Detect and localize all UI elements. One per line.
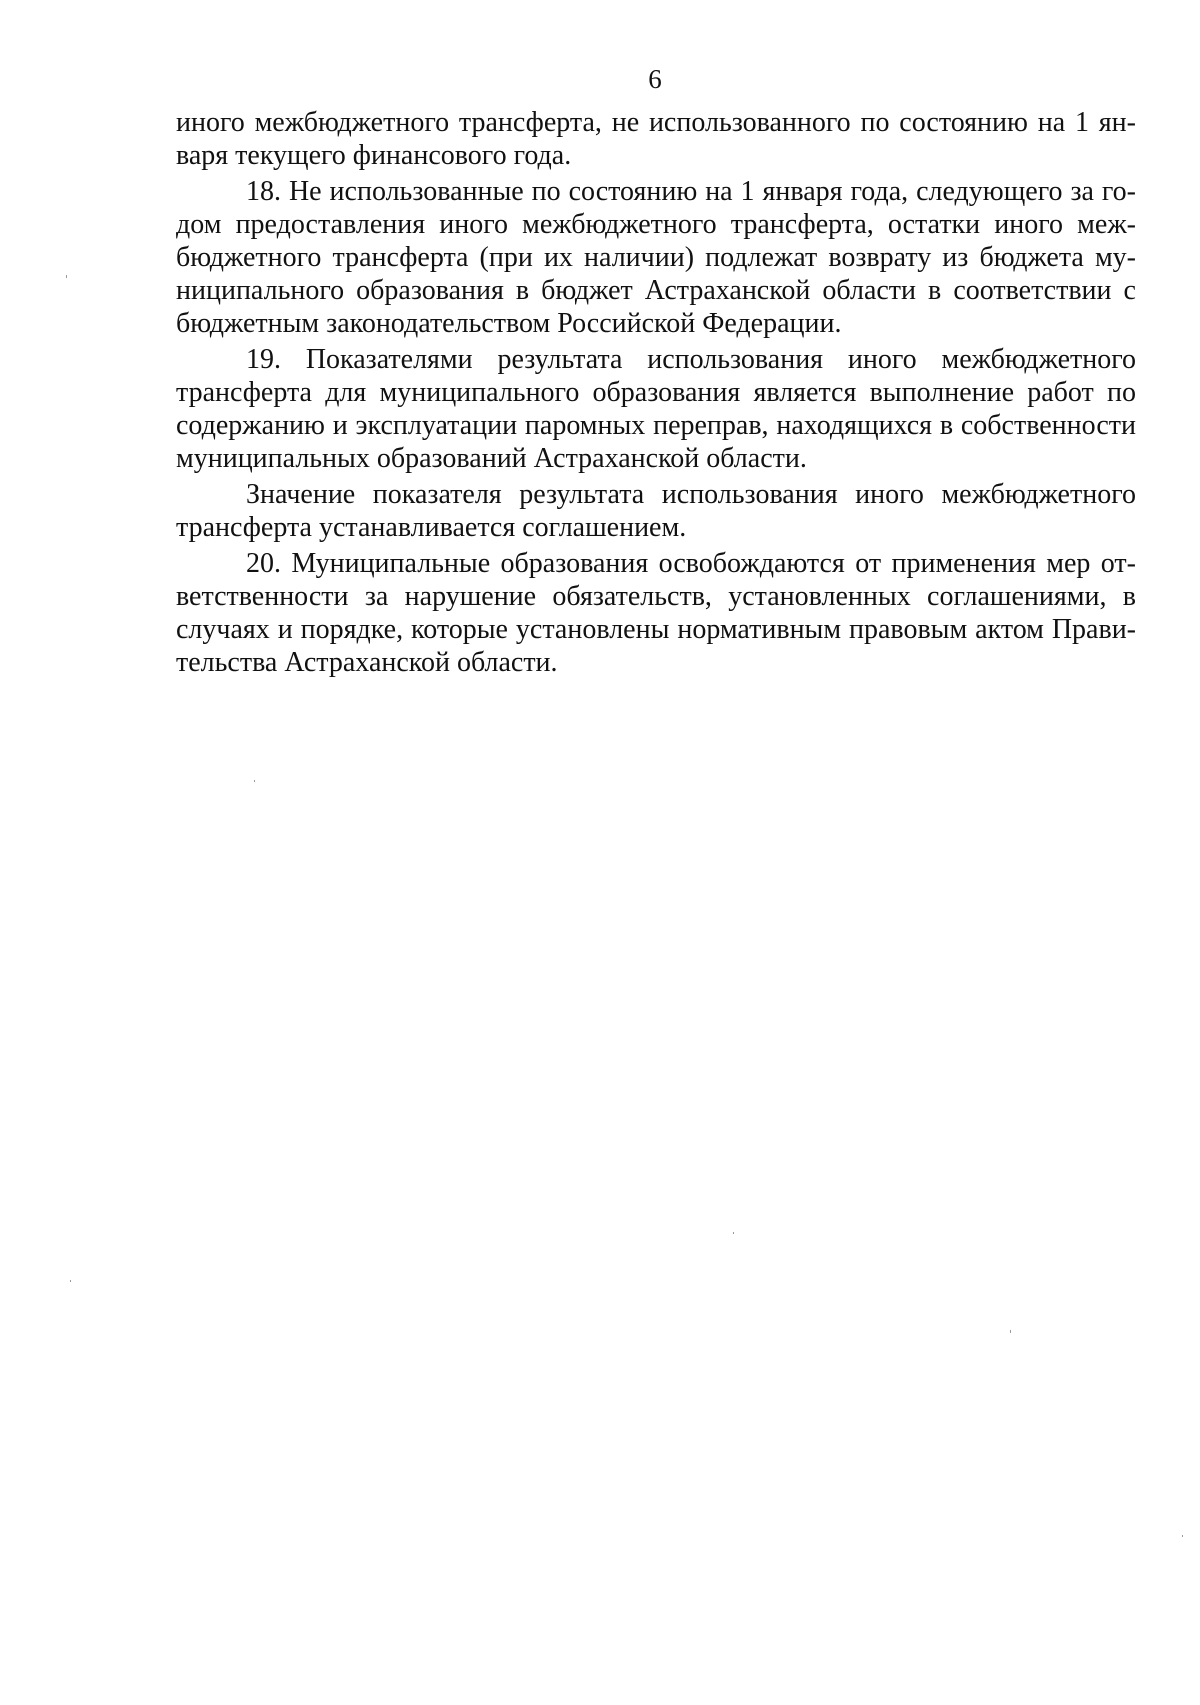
text-line: трансферта устанавливается соглашением. (176, 512, 687, 543)
document-body (176, 106, 1136, 682)
text-line: содержанию и эксплуатации паромных переправ, находящихся в собственности (176, 410, 1136, 441)
scan-speck (254, 780, 255, 782)
text-line: иного межбюджетного трансферта, не использованного по состоянию на 1 ян- (176, 107, 1136, 138)
scan-speck (1010, 1330, 1011, 1333)
paragraph-item-19 (176, 343, 1136, 475)
text-line: ветственности за нарушение обязательств, установленных соглашениями, в (176, 581, 1136, 612)
text-line: 19. Показателями результата использования иного межбюджетного (246, 344, 1136, 375)
text-line: тельства Астраханской области. (176, 647, 558, 678)
text-line: дом предоставления иного межбюджетного трансферта, остатки иного меж- (176, 209, 1136, 240)
scan-speck (733, 1232, 734, 1234)
text-line: 20. Муниципальные образования освобождаются от применения мер от- (246, 548, 1136, 579)
text-line: случаях и порядке, которые установлены нормативным правовым актом Прави- (176, 614, 1136, 645)
text-line: бюджетным законодательством Российской Федерации. (176, 308, 842, 339)
paragraph-item-20 (176, 547, 1136, 679)
text-line: варя текущего финансового года. (176, 140, 572, 171)
text-line: Значение показателя результата использования иного межбюджетного (246, 479, 1136, 510)
page-number: 6 (648, 64, 662, 94)
text-line: муниципальных образований Астраханской области. (176, 443, 807, 474)
text-line: ниципального образования в бюджет Астраханской области в соответствии с (176, 275, 1136, 306)
text-line: бюджетного трансферта (при их наличии) подлежат возврату из бюджета му- (176, 242, 1136, 273)
text-line: 18. Не использованные по состоянию на 1 января года, следующего за го- (246, 176, 1136, 207)
paragraph-indicator-value (176, 478, 1136, 544)
scan-speck (1182, 1535, 1183, 1537)
scan-speck (66, 275, 67, 278)
scan-speck (70, 1280, 71, 1282)
paragraph-continuation (176, 106, 1136, 172)
paragraph-item-18 (176, 175, 1136, 340)
text-line: трансферта для муниципального образования является выполнение работ по (176, 377, 1136, 408)
